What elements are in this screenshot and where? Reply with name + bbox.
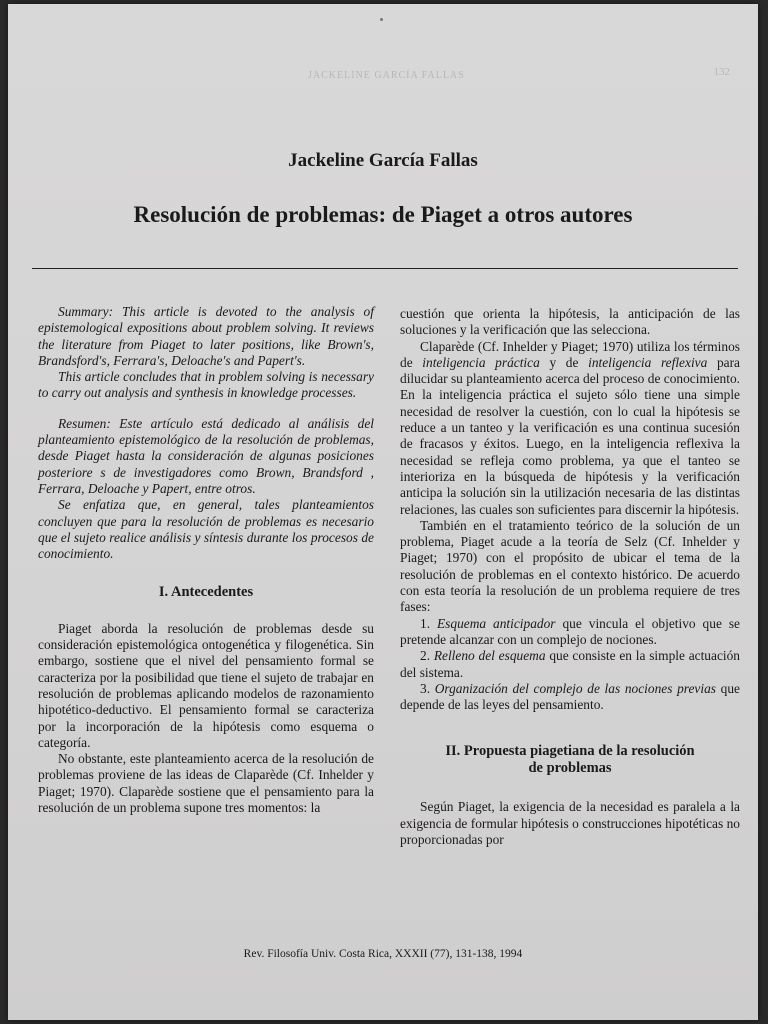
phase-item (400, 616, 740, 649)
phase-text: que vincula el objetivo que se pretende alcanzar con un complejo de nociones. (400, 615, 740, 647)
body-paragraph: cuestión que orienta la hipótesis, la anticipación de las soluciones y la verificación que las selecciona. (400, 306, 740, 338)
phase-term: Organización del complejo de las nociones previas (434, 680, 716, 696)
scan-speck (380, 18, 383, 21)
phase-number: 3. (420, 680, 431, 696)
phase-term: Relleno del esquema (433, 648, 546, 664)
text-run: para dilucidar su planteamiento acerca del proceso de conocimiento. En la inteligencia práctica el sujeto sólo tiene una simple necesidad de resolver la cuestión, con lo cual la hipótesis se reduce a un tanteo y la verificación es una continua sucesión de fracasos y éxitos. Luego, en la inteligencia reflexiva la necesidad se refleja como problema, ya que el tanteo se interioriza en la búsqueda de hipótesis y la verificación anticipa la solución sin la utilización necesaria de las distintas relaciones, las cuales son suficientes para discernir la hipótesis. (400, 354, 741, 517)
phase-item (400, 681, 740, 714)
summary-paragraph-2: This article concludes that in problem solving is necessary to carry out analysis and synthesis in knowledge processes. (38, 369, 374, 401)
resumen-paragraph-2: Se enfatiza que, en general, tales planteamientos concluyen que para la resolución de problemas es necesario que el sujeto realice análisis y síntesis durante los procesos de conocimiento. (38, 497, 374, 562)
phase-text: que consiste en la simple actuación del sistema. (400, 648, 741, 680)
body-paragraph: También en el tratamiento teórico de la solución de un problema, Piaget acude a la teoría de Selz (Cf. Inhelder y Piaget; 1970) con el propósito de ubicar el tema de la resolución de problemas en el contexto histórico. De acuerdo con esta teoría la resolución de un problema requiere de tres fases: (400, 517, 740, 615)
term-practica: inteligencia práctica (422, 354, 540, 370)
section-heading-propuesta (400, 743, 740, 777)
body-paragraph (400, 339, 740, 518)
term-reflexiva: inteligencia reflexiva (588, 354, 708, 370)
journal-page (8, 4, 758, 1020)
summary-label: Summary: (58, 304, 114, 319)
left-column (38, 304, 374, 816)
phase-number: 1. (420, 615, 431, 631)
phase-item (400, 648, 740, 681)
resumen-text: Este artículo está dedicado al análisis del planteamiento epistemológico de la resolución de problemas, desde Piaget hasta la consideración de algunas posiciones posteriore s de investigadores como Brown, Brandsford , Ferrara, Deloache y Papert, entre otros. (38, 415, 374, 496)
resumen-paragraph (38, 416, 374, 497)
body-paragraph: Piaget aborda la resolución de problemas desde su consideración epistemológica ontogenética y filogenética. Sin embargo, sostiene que el nivel del pensamiento formal se caracteriza por la posibilidad que tiene el sujeto de trabajar en resolución de problemas aplicando modelos de razonamiento hipotético-deductivo. El pensamiento formal se caracteriza por la incorporación de la hipótesis como esquema o categoría. (38, 620, 374, 750)
page-number: 132 (713, 66, 730, 78)
title-rule (32, 268, 738, 269)
phase-number: 2. (420, 648, 431, 664)
text-run: Claparède (Cf. Inhelder y Piaget; 1970) utiliza los términos de (400, 338, 740, 370)
summary-text: This article is devoted to the analysis of epistemological expositions about problem solving. It reviews the literature from Piaget to later positions, like Brown's, Brandsford's, Ferrara's, Deloache's and Papert's. (38, 304, 374, 368)
body-paragraph: No obstante, este planteamiento acerca de la resolución de problemas proviene de las ideas de Claparède (Cf. Inhelder y Piaget; 1970). Claparède sostiene que el pensamiento para la resolución de un problema supone tres momentos: la (38, 751, 374, 816)
phase-term: Esquema anticipador (437, 615, 556, 631)
section-heading-line: II. Propuesta piagetiana de la resolución (445, 743, 695, 760)
article-title: Resolución de problemas: de Piaget a otros autores (133, 202, 633, 227)
resumen-label: Resumen: (58, 415, 111, 431)
section-heading-antecedentes: I. Antecedentes (158, 584, 254, 601)
section-heading-line: de problemas (528, 760, 612, 777)
body-paragraph: Según Piaget, la exigencia de la necesidad es paralela a la exigencia de formular hipótesis o construcciones hipotéticas no proporcionadas por (400, 799, 740, 848)
citation-footer: Rev. Filosofía Univ. Costa Rica, XXXII (77), 131-138, 1994 (243, 948, 523, 960)
right-column (400, 306, 740, 848)
text-run: y de (539, 354, 589, 370)
running-head: JACKELINE GARCÍA FALLAS (308, 70, 465, 81)
summary-paragraph (38, 304, 374, 369)
phase-text: que depende de las leyes del pensamiento. (400, 680, 740, 713)
author-name: Jackeline García Fallas (288, 150, 478, 171)
